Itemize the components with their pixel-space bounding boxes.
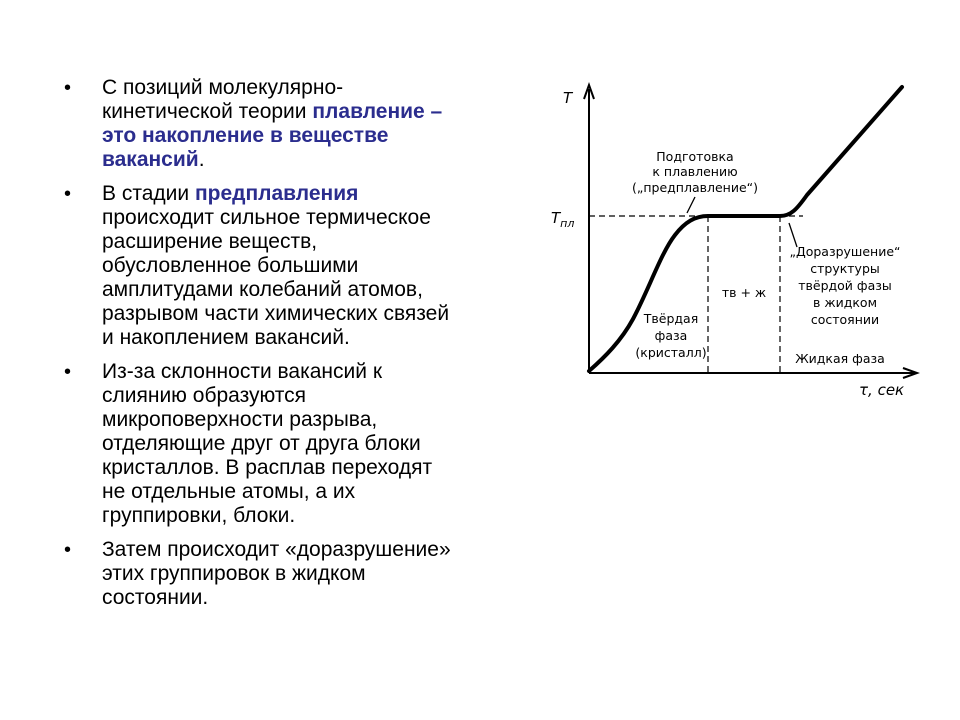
- bullet-text: [102, 76, 554, 172]
- prep-pointer: [687, 197, 695, 213]
- bullet-line: [102, 148, 554, 172]
- bullet-line: [102, 408, 554, 432]
- bullet-marker: •: [64, 361, 72, 383]
- destruction-caption-line-3: твёрдой фазы: [798, 278, 892, 293]
- bullet-line: [102, 360, 554, 384]
- bullet-line: [102, 326, 554, 350]
- bullet-line: [102, 384, 554, 408]
- bullet-line: [102, 538, 554, 562]
- bullet-line: [102, 76, 554, 100]
- bullet-line: [102, 124, 554, 148]
- highlighted-term: вакансий: [102, 148, 199, 171]
- solid-caption-line-3: (кристалл): [635, 345, 707, 360]
- bullet-marker: •: [64, 183, 72, 205]
- melting-diagram: [545, 75, 945, 405]
- destruction-caption-line-1: „Доразрушение“: [789, 244, 901, 259]
- text-segment: расширение веществ,: [102, 230, 318, 253]
- text-segment: Из-за склонности вакансий к: [102, 360, 383, 383]
- text-segment: и накоплением вакансий.: [102, 326, 350, 349]
- prep-caption-line-1: Подготовка: [656, 149, 734, 164]
- text-segment: этих группировок в жидком: [102, 562, 366, 585]
- solid-caption-line-2: фаза: [654, 328, 688, 343]
- bullet-text: [102, 182, 554, 350]
- bullet-line: [102, 432, 554, 456]
- x-axis-label: τ, сек: [859, 381, 905, 399]
- bullet-line: [102, 182, 554, 206]
- text-segment: амплитудами колебаний атомов,: [102, 278, 423, 301]
- bullet-line: [102, 480, 554, 504]
- prep-caption: [632, 149, 758, 195]
- bullet-line: [102, 562, 554, 586]
- bullet-line: [102, 456, 554, 480]
- highlighted-term: плавление –: [312, 100, 443, 123]
- bullet-line: [102, 230, 554, 254]
- text-segment: микроповерхности разрыва,: [102, 408, 378, 431]
- mixed-phase-label: тв + ж: [721, 285, 767, 300]
- prep-caption-line-2: к плавлению: [652, 164, 738, 179]
- bullet-list: [64, 76, 554, 620]
- text-segment: отделяющие друг от друга блоки: [102, 432, 421, 455]
- text-segment: С позиций молекулярно-: [102, 76, 344, 99]
- highlighted-term: предплавления: [194, 182, 359, 205]
- text-segment: Затем происходит «доразрушение»: [102, 538, 451, 561]
- bullet-line: [102, 206, 554, 230]
- solid-caption: [635, 311, 706, 360]
- text-segment: .: [198, 148, 205, 171]
- bullet-line: [102, 254, 554, 278]
- tmelt-label: $T_{пл}$: [551, 209, 575, 230]
- destruction-caption-line-4: в жидком: [813, 295, 877, 310]
- destruction-caption: [789, 244, 900, 327]
- text-segment: кристаллов. В расплав переходят: [102, 456, 433, 479]
- bullet-line: [102, 504, 554, 528]
- prep-caption-line-3: („предплавление“): [631, 180, 759, 195]
- bullet-item: [64, 538, 554, 610]
- bullet-item: [64, 182, 554, 350]
- y-axis-label: T: [563, 89, 573, 107]
- destruction-caption-line-5: состоянии: [810, 312, 880, 327]
- destruction-caption-line-2: структуры: [810, 261, 880, 276]
- bullet-line: [102, 100, 554, 124]
- bullet-line: [102, 278, 554, 302]
- text-segment: обусловленное большими: [102, 254, 359, 277]
- text-segment: кинетической теории: [102, 100, 313, 123]
- text-segment: состоянии.: [102, 586, 209, 609]
- bullet-item: [64, 360, 554, 528]
- text-segment: разрывом части химических связей: [102, 302, 450, 325]
- highlighted-term: это накопление в веществе: [102, 124, 389, 147]
- heating-curve: [589, 87, 902, 371]
- bullet-text: [102, 538, 554, 610]
- bullet-line: [102, 302, 554, 326]
- bullet-marker: •: [64, 539, 72, 561]
- bullet-marker: •: [64, 77, 72, 99]
- bullet-line: [102, 586, 554, 610]
- text-segment: не отдельные атомы, а их: [102, 480, 356, 503]
- text-segment: В стадии: [102, 182, 195, 205]
- solid-caption-line-1: Твёрдая: [643, 311, 699, 326]
- liquid-phase-label: Жидкая фаза: [795, 351, 885, 366]
- text-segment: группировки, блоки.: [102, 504, 296, 527]
- bullet-item: [64, 76, 554, 172]
- text-segment: происходит сильное термическое: [102, 206, 431, 229]
- bullet-text: [102, 360, 554, 528]
- text-segment: слиянию образуются: [102, 384, 307, 407]
